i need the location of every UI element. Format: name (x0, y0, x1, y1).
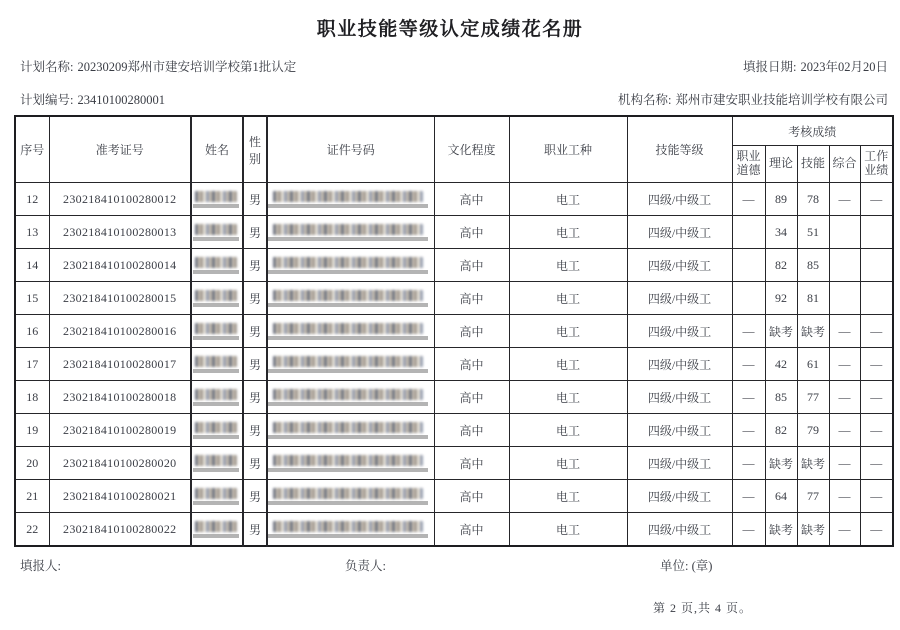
name-cell-redacted (191, 282, 243, 315)
redacted-blur (273, 290, 428, 307)
ethics-score-cell: — (732, 513, 765, 547)
plan-name-label: 计划名称: (20, 60, 74, 74)
performance-score-cell: — (860, 348, 893, 381)
seq-cell: 21 (15, 480, 49, 513)
ethics-score-cell (732, 216, 765, 249)
comprehensive-score-cell (829, 282, 860, 315)
col-header-comprehensive: 综合 (829, 146, 860, 183)
theory-score-cell: 82 (765, 414, 797, 447)
education-cell: 高中 (434, 216, 509, 249)
level-cell: 四级/中级工 (627, 249, 732, 282)
col-header-score-group: 考核成绩 (732, 116, 893, 146)
meta-line-1 (20, 57, 888, 75)
col-header-ticket: 准考证号 (49, 116, 191, 183)
comprehensive-score-cell (829, 249, 860, 282)
table-row (15, 513, 893, 547)
table-row (15, 480, 893, 513)
level-cell: 四级/中级工 (627, 216, 732, 249)
seq-cell: 17 (15, 348, 49, 381)
table-row (15, 282, 893, 315)
seq-cell: 22 (15, 513, 49, 547)
ethics-score-cell: — (732, 348, 765, 381)
comprehensive-score-cell (829, 216, 860, 249)
col-header-seq: 序号 (15, 116, 49, 183)
theory-score-cell: 42 (765, 348, 797, 381)
skill-score-cell: 61 (797, 348, 829, 381)
table-row (15, 447, 893, 480)
table-row (15, 348, 893, 381)
id-cell-redacted (267, 480, 434, 513)
comprehensive-score-cell: — (829, 315, 860, 348)
org-name-label: 机构名称: (618, 93, 672, 107)
redacted-blur (273, 389, 428, 406)
redacted-blur (273, 224, 428, 241)
education-cell: 高中 (434, 315, 509, 348)
plan-no-value: 23410100280001 (77, 93, 165, 107)
manager-label: 负责人: (345, 559, 386, 573)
gender-cell: 男 (243, 381, 267, 414)
gender-cell: 男 (243, 414, 267, 447)
theory-score-cell: 89 (765, 183, 797, 216)
redacted-blur (195, 224, 239, 241)
comprehensive-score-cell: — (829, 381, 860, 414)
performance-score-cell: — (860, 480, 893, 513)
education-cell: 高中 (434, 249, 509, 282)
redacted-blur (195, 389, 239, 406)
col-header-occupation: 职业工种 (509, 116, 627, 183)
ticket-cell: 230218410100280012 (49, 183, 191, 216)
unit-label: 单位: (章) (660, 559, 713, 573)
comprehensive-score-cell: — (829, 513, 860, 547)
name-cell-redacted (191, 249, 243, 282)
name-cell-redacted (191, 348, 243, 381)
redacted-blur (195, 488, 239, 505)
redacted-blur (273, 422, 428, 439)
id-cell-redacted (267, 414, 434, 447)
gender-cell: 男 (243, 480, 267, 513)
col-header-skill: 技能 (797, 146, 829, 183)
ticket-cell: 230218410100280020 (49, 447, 191, 480)
education-cell: 高中 (434, 480, 509, 513)
occupation-cell: 电工 (509, 447, 627, 480)
name-cell-redacted (191, 447, 243, 480)
level-cell: 四级/中级工 (627, 447, 732, 480)
redacted-blur (195, 422, 239, 439)
skill-score-cell: 81 (797, 282, 829, 315)
comprehensive-score-cell: — (829, 447, 860, 480)
ethics-score-cell (732, 249, 765, 282)
occupation-cell: 电工 (509, 381, 627, 414)
page-title: 职业技能等级认定成绩花名册 (316, 19, 584, 40)
redacted-blur (195, 257, 239, 274)
gender-cell: 男 (243, 513, 267, 547)
theory-score-cell: 64 (765, 480, 797, 513)
skill-score-cell: 缺考 (797, 447, 829, 480)
seq-cell: 20 (15, 447, 49, 480)
ticket-cell: 230218410100280015 (49, 282, 191, 315)
skill-score-cell: 77 (797, 381, 829, 414)
level-cell: 四级/中级工 (627, 414, 732, 447)
performance-score-cell (860, 249, 893, 282)
skill-score-cell: 77 (797, 480, 829, 513)
seq-cell: 15 (15, 282, 49, 315)
education-cell: 高中 (434, 381, 509, 414)
occupation-cell: 电工 (509, 480, 627, 513)
skill-score-cell: 缺考 (797, 513, 829, 547)
occupation-cell: 电工 (509, 348, 627, 381)
level-cell: 四级/中级工 (627, 183, 732, 216)
fill-date-value: 2023年02月20日 (800, 60, 888, 74)
redacted-blur (273, 356, 428, 373)
ethics-score-cell: — (732, 447, 765, 480)
education-cell: 高中 (434, 348, 509, 381)
skill-score-cell: 78 (797, 183, 829, 216)
redacted-blur (273, 323, 428, 340)
id-cell-redacted (267, 282, 434, 315)
ticket-cell: 230218410100280022 (49, 513, 191, 547)
name-cell-redacted (191, 216, 243, 249)
comprehensive-score-cell: — (829, 348, 860, 381)
org-name (618, 90, 888, 108)
performance-score-cell: — (860, 513, 893, 547)
org-name-value: 郑州市建安职业技能培训学校有限公司 (675, 93, 888, 107)
col-header-theory: 理论 (765, 146, 797, 183)
occupation-cell: 电工 (509, 282, 627, 315)
level-cell: 四级/中级工 (627, 381, 732, 414)
level-cell: 四级/中级工 (627, 315, 732, 348)
gender-cell: 男 (243, 249, 267, 282)
theory-score-cell: 85 (765, 381, 797, 414)
ticket-cell: 230218410100280018 (49, 381, 191, 414)
redacted-blur (273, 257, 428, 274)
gender-cell: 男 (243, 447, 267, 480)
occupation-cell: 电工 (509, 216, 627, 249)
table-row (15, 315, 893, 348)
level-cell: 四级/中级工 (627, 348, 732, 381)
ticket-cell: 230218410100280013 (49, 216, 191, 249)
performance-score-cell: — (860, 447, 893, 480)
ticket-cell: 230218410100280019 (49, 414, 191, 447)
col-header-id: 证件号码 (267, 116, 434, 183)
col-header-performance: 工作业绩 (860, 146, 893, 183)
table-row (15, 216, 893, 249)
table-row (15, 249, 893, 282)
occupation-cell: 电工 (509, 183, 627, 216)
gender-cell: 男 (243, 216, 267, 249)
redacted-blur (195, 521, 239, 538)
ethics-score-cell (732, 282, 765, 315)
theory-score-cell: 缺考 (765, 513, 797, 547)
col-header-gender: 性别 (243, 116, 267, 183)
name-cell-redacted (191, 183, 243, 216)
col-header-ethics: 职业道德 (732, 146, 765, 183)
ethics-score-cell: — (732, 315, 765, 348)
skill-score-cell: 51 (797, 216, 829, 249)
id-cell-redacted (267, 216, 434, 249)
redacted-blur (273, 488, 428, 505)
ticket-cell: 230218410100280014 (49, 249, 191, 282)
redacted-blur (195, 191, 239, 208)
gender-cell: 男 (243, 315, 267, 348)
name-cell-redacted (191, 315, 243, 348)
id-cell-redacted (267, 447, 434, 480)
col-header-name: 姓名 (191, 116, 243, 183)
skill-score-cell: 缺考 (797, 315, 829, 348)
education-cell: 高中 (434, 282, 509, 315)
page-number: 第 2 页,共 4 页。 (653, 601, 753, 615)
plan-name-value: 20230209郑州市建安培训学校第1批认定 (77, 60, 297, 74)
redacted-blur (195, 455, 239, 472)
comprehensive-score-cell: — (829, 480, 860, 513)
comprehensive-score-cell: — (829, 183, 860, 216)
theory-score-cell: 82 (765, 249, 797, 282)
ethics-score-cell: — (732, 414, 765, 447)
comprehensive-score-cell: — (829, 414, 860, 447)
redacted-blur (195, 356, 239, 373)
occupation-cell: 电工 (509, 315, 627, 348)
gender-cell: 男 (243, 348, 267, 381)
theory-score-cell: 缺考 (765, 315, 797, 348)
performance-score-cell: — (860, 414, 893, 447)
gender-cell: 男 (243, 282, 267, 315)
occupation-cell: 电工 (509, 513, 627, 547)
theory-score-cell: 92 (765, 282, 797, 315)
seq-cell: 19 (15, 414, 49, 447)
fill-date-label: 填报日期: (743, 60, 797, 74)
performance-score-cell (860, 282, 893, 315)
id-cell-redacted (267, 249, 434, 282)
education-cell: 高中 (434, 183, 509, 216)
fill-date (743, 57, 888, 75)
theory-score-cell: 34 (765, 216, 797, 249)
id-cell-redacted (267, 513, 434, 547)
performance-score-cell (860, 216, 893, 249)
filler-label: 填报人: (20, 559, 61, 573)
col-header-education: 文化程度 (434, 116, 509, 183)
seq-cell: 14 (15, 249, 49, 282)
redacted-blur (273, 521, 428, 538)
table-row (15, 381, 893, 414)
level-cell: 四级/中级工 (627, 282, 732, 315)
redacted-blur (195, 290, 239, 307)
education-cell: 高中 (434, 447, 509, 480)
ethics-score-cell: — (732, 183, 765, 216)
table-row (15, 414, 893, 447)
redacted-blur (273, 191, 428, 208)
seq-cell: 16 (15, 315, 49, 348)
name-cell-redacted (191, 381, 243, 414)
plan-no (20, 90, 165, 108)
table-row (15, 183, 893, 216)
table-body (15, 183, 893, 547)
seq-cell: 12 (15, 183, 49, 216)
unit-seal-value: (章) (691, 559, 713, 573)
ethics-score-cell: — (732, 480, 765, 513)
ethics-score-cell: — (732, 381, 765, 414)
name-cell-redacted (191, 513, 243, 547)
education-cell: 高中 (434, 513, 509, 547)
id-cell-redacted (267, 381, 434, 414)
skill-score-cell: 85 (797, 249, 829, 282)
name-cell-redacted (191, 414, 243, 447)
occupation-cell: 电工 (509, 249, 627, 282)
performance-score-cell: — (860, 315, 893, 348)
redacted-blur (273, 455, 428, 472)
plan-name (20, 57, 296, 75)
id-cell-redacted (267, 315, 434, 348)
level-cell: 四级/中级工 (627, 480, 732, 513)
redacted-blur (195, 323, 239, 340)
theory-score-cell: 缺考 (765, 447, 797, 480)
seq-cell: 18 (15, 381, 49, 414)
meta-line-2 (20, 90, 888, 108)
id-cell-redacted (267, 348, 434, 381)
score-roster-table (14, 115, 894, 547)
occupation-cell: 电工 (509, 414, 627, 447)
level-cell: 四级/中级工 (627, 513, 732, 547)
seq-cell: 13 (15, 216, 49, 249)
performance-score-cell: — (860, 183, 893, 216)
education-cell: 高中 (434, 414, 509, 447)
plan-no-label: 计划编号: (20, 93, 74, 107)
ticket-cell: 230218410100280021 (49, 480, 191, 513)
ticket-cell: 230218410100280016 (49, 315, 191, 348)
table-header (15, 116, 893, 183)
col-header-level: 技能等级 (627, 116, 732, 183)
skill-score-cell: 79 (797, 414, 829, 447)
gender-cell: 男 (243, 183, 267, 216)
id-cell-redacted (267, 183, 434, 216)
performance-score-cell: — (860, 381, 893, 414)
name-cell-redacted (191, 480, 243, 513)
ticket-cell: 230218410100280017 (49, 348, 191, 381)
